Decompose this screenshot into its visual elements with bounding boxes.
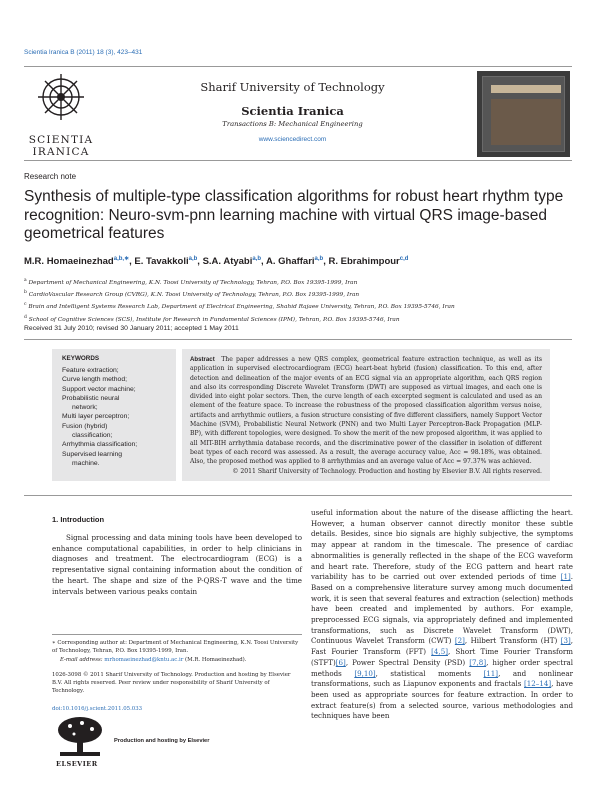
email-label: E-mail address: (60, 656, 105, 663)
reference-link-9[interactable]: [12–14] (524, 679, 552, 689)
author-name: E. Tavakkoli (134, 256, 189, 268)
affiliation-marker: c (24, 302, 27, 308)
intro-text-left: Signal processing and data mining tools have been developed to enhance computational capabilities, in order to help clinicians in diagnoses and treatment. The electrocardiogram (ECG) is a representative signal containing information about the condition of the heart. The shape and size of the P-QRS-T wave and the time intervals between various peaks contain (52, 533, 302, 596)
keywords-list (62, 366, 166, 468)
affiliation-item (24, 288, 572, 300)
footnotes (52, 634, 302, 713)
keyword-item: Arrhythmia classification; (62, 441, 138, 449)
email-note (52, 656, 302, 664)
author-name: R. Ebrahimpour (328, 256, 400, 268)
author-separator: , (261, 256, 266, 268)
intro-text-right-3: , Hilbert Transform (HT) (464, 636, 561, 646)
elsevier-branding (52, 714, 237, 769)
affiliation-marker: b (24, 290, 27, 296)
author-affiliation-marker[interactable]: a,b,∗ (113, 256, 130, 262)
reference-link-6[interactable]: [7,8] (469, 657, 487, 667)
journal-cover-thumbnail (477, 71, 570, 157)
intro-text-right-6: , Power Spectral Density (PSD) (345, 657, 470, 667)
reference-link-8[interactable]: [11] (483, 668, 499, 678)
affiliation-item (24, 276, 572, 288)
author-affiliation-marker[interactable]: a,b (188, 256, 198, 262)
keyword-item: Probabilistic neural (62, 394, 120, 402)
abstract-body: The paper addresses a new QRS complex, geometrical feature extraction technique, as well as its application in supervised electrocardiogram (ECG) heart-beat hybrid (fusion) classification. To this end, after detection and delineation of the major events of an ECG signal via an appropriate algorithm, each QRS region and also its corresponding Discrete Wavelet Transform (DWT) are supposed as virtual images, and each one is divided into eight polar sectors. Then, the curve length of each excerpted segment is calculated and used as an element of the feature space. To increase the robustness of the proposed classification algorithm versus noise, artifacts and arrhythmic outliers, a fusion structure consisting of five different classifiers, namely Support Vector Machine (SVM), Probabilistic Neural Network (PNN) and two Multi Layer Perceptron-Back Propagation (MLP-BP), with different topologies, were designed. To show the merit of the new proposed algorithm, it was applied to all MIT-BIH arrhythmia database records, and the discriminative power of the classifier in isolation of different beat types of each record was assessed. As a result, the average accuracy value, Acc = 98.18%, was obtained. Also, the proposed method was applied to 8 arrhythmias and an average value of Acc = 97.37% was achieved. (190, 356, 542, 466)
reference-link-5[interactable]: [6] (335, 657, 346, 667)
university-name: Sharif University of Technology (200, 80, 385, 94)
affiliation-text: Brain and Intelligent Systems Research Lab, Department of Electrical Engineering, Shahid Rajaee University, Tehran, P.O. Box 19395-5746, Iran (26, 304, 455, 311)
logo-line-1: SCIENTIA (28, 134, 94, 146)
keyword-item: Multi layer perceptron; (62, 413, 130, 421)
keywords-box (52, 349, 176, 481)
keywords-title: KEYWORDS (62, 355, 100, 362)
elsevier-production-text: Production and hosting by Elsevier (114, 738, 210, 744)
journal-transactions: Transactions B: Mechanical Engineering (222, 120, 363, 128)
cover-image-band (491, 99, 561, 145)
left-column (52, 515, 302, 597)
intro-text-right-7: , higher order spectral methods (311, 657, 573, 678)
intro-paragraph-left (52, 533, 302, 597)
affiliation-text: Department of Mechanical Engineering, K.N. Toosi University of Technology, Tehran, P.O. Box 19395-1999, Iran (26, 279, 358, 286)
elsevier-tree-logo-icon (52, 714, 108, 758)
corresponding-author-note: ∗ Corresponding author at: Department of Mechanical Engineering, K.N. Toosi University of Technology, Tehran, P.O. Box 19395-1999, Iran. (52, 640, 299, 655)
affiliation-text: School of Cognitive Sciences (SCS), Institute for Research in Fundamental Sciences (IPM), Tehran, P.O. Box 19395-5746, Iran (26, 316, 400, 323)
reference-link-3[interactable]: [3] (560, 636, 571, 646)
received-dates: Received 31 July 2010; revised 30 January 2011; accepted 1 May 2011 (24, 325, 239, 332)
abstract-copyright: © 2011 Sharif University of Technology. Production and hosting by Elsevier B.V. All rights reserved. (232, 467, 542, 475)
affiliation-item (24, 300, 572, 312)
author-affiliation-marker[interactable]: a,b (314, 256, 324, 262)
elsevier-name: ELSEVIER (56, 760, 98, 768)
affiliation-item (24, 313, 572, 325)
keyword-item: machine. (72, 459, 100, 467)
abstract-text (190, 355, 542, 467)
intro-text-right-8: , statistical moments (375, 668, 484, 678)
email-after: (M.R. Homaeinezhad). (183, 656, 247, 663)
keyword-item: network; (72, 404, 98, 412)
intro-text-right-5: , Short Time Fourier Transform (STFT) (311, 647, 573, 667)
cover-title-band (491, 85, 561, 93)
intro-text-right-1: useful information about the nature of the disease afflicting the heart. However, a human observer cannot directly monitor these subtle details. Besides, since bio signals are highly subjective, the symptoms may appear at random in the timescale. The presence of cardiac abnormalities is generally reflected in the shape of the ECG waveform and heart rate. Therefore, study of the ECG pattern and heart rate variability has to be carried out over extended periods of time (311, 508, 573, 582)
intro-paragraph-right (311, 508, 573, 722)
author-list (24, 255, 408, 267)
author-name: S.A. Atyabi (202, 256, 253, 268)
keyword-item: Supervised learning (62, 450, 123, 458)
scientia-iranica-emblem-icon (26, 70, 96, 130)
intro-text-right-9: , and nonlinear transformations, such as Liapunov exponents and fractals (311, 668, 574, 689)
author-affiliation-marker[interactable]: c,d (399, 256, 409, 262)
author-separator: , (197, 256, 203, 268)
logo-line-2: IRANICA (32, 146, 90, 158)
reference-link-2[interactable]: [2] (454, 636, 465, 646)
affiliation-list (24, 276, 572, 325)
affiliation-marker: d (24, 314, 27, 320)
keyword-item: Fusion (hybrid) (62, 422, 108, 430)
divider-top (24, 339, 572, 340)
journal-citation: Scientia Iranica B (2011) 18 (3), 423–431 (24, 49, 143, 56)
article-type-label: Research note (24, 172, 77, 181)
email-link[interactable]: mrhomaeinezhad@kntu.ac.ir (104, 656, 184, 663)
keyword-item: Feature extraction; (62, 367, 119, 374)
issn-note: 1026-3098 © 2011 Sharif University of Technology. Production and hosting by Elsevier B.V. All rights reserved. Peer review under responsibility of Sharif University of Technology. (52, 671, 291, 695)
affiliation-marker: a (24, 278, 27, 283)
author-separator: , (129, 256, 135, 268)
keyword-item: classification; (72, 432, 113, 440)
abstract-box (182, 349, 550, 481)
author-separator: , (323, 256, 329, 268)
intro-text-right-2: . Based on a comprehensive literature survey among much documented work, it is seen that several features and extraction (selection) methods have been created and implemented by authors. For example, preprocessed ECG signals, via appropriately defined and implemented transformations, such as Discrete Wavelet Transform (DWT), Continuous Wavelet Transform (CWT) (311, 572, 573, 646)
reference-link-1[interactable]: [1] (560, 572, 571, 582)
right-column (311, 508, 573, 722)
journal-name: Scientia Iranica (241, 104, 344, 118)
abstract-label: Abstract (190, 356, 215, 363)
affiliation-text: CardioVascular Research Group (CVRG), K.N. Toosi University of Technology, Tehran, P.O. Box 19395-1999, Iran (26, 292, 360, 299)
author-name: A. Ghaffari (265, 256, 315, 268)
author-affiliation-marker[interactable]: a,b (252, 256, 262, 262)
keyword-item: Support vector machine; (62, 385, 136, 393)
doi-link[interactable]: doi:10.1016/j.scient.2011.05.033 (52, 705, 143, 712)
intro-text-right-4: , Fast Fourier Transform (FFT) (311, 636, 573, 657)
reference-link-7[interactable]: [9,10] (354, 668, 376, 678)
keyword-item: Curve length method; (62, 376, 127, 384)
intro-text-right-10: , have been used as appropriate sources for feature extraction. In order to extract feature(s) from a selected source, various methodologies and techniques have been (311, 679, 573, 721)
cover-frame (482, 76, 565, 152)
author-name: M.R. Homaeinezhad (24, 256, 114, 268)
divider-bottom (24, 495, 572, 496)
journal-logo (26, 70, 96, 158)
journal-url-link[interactable]: www.sciencedirect.com (258, 136, 327, 143)
reference-link-4[interactable]: [4,5] (431, 647, 448, 657)
section-heading-introduction: 1. Introduction (52, 515, 105, 524)
article-title: Synthesis of multiple-type classification algorithms for robust heart rhythm type recognition: Neuro-svm-pnn learning machine with virtual QRS image-based geometrical features (24, 188, 564, 242)
journal-info (110, 80, 475, 143)
